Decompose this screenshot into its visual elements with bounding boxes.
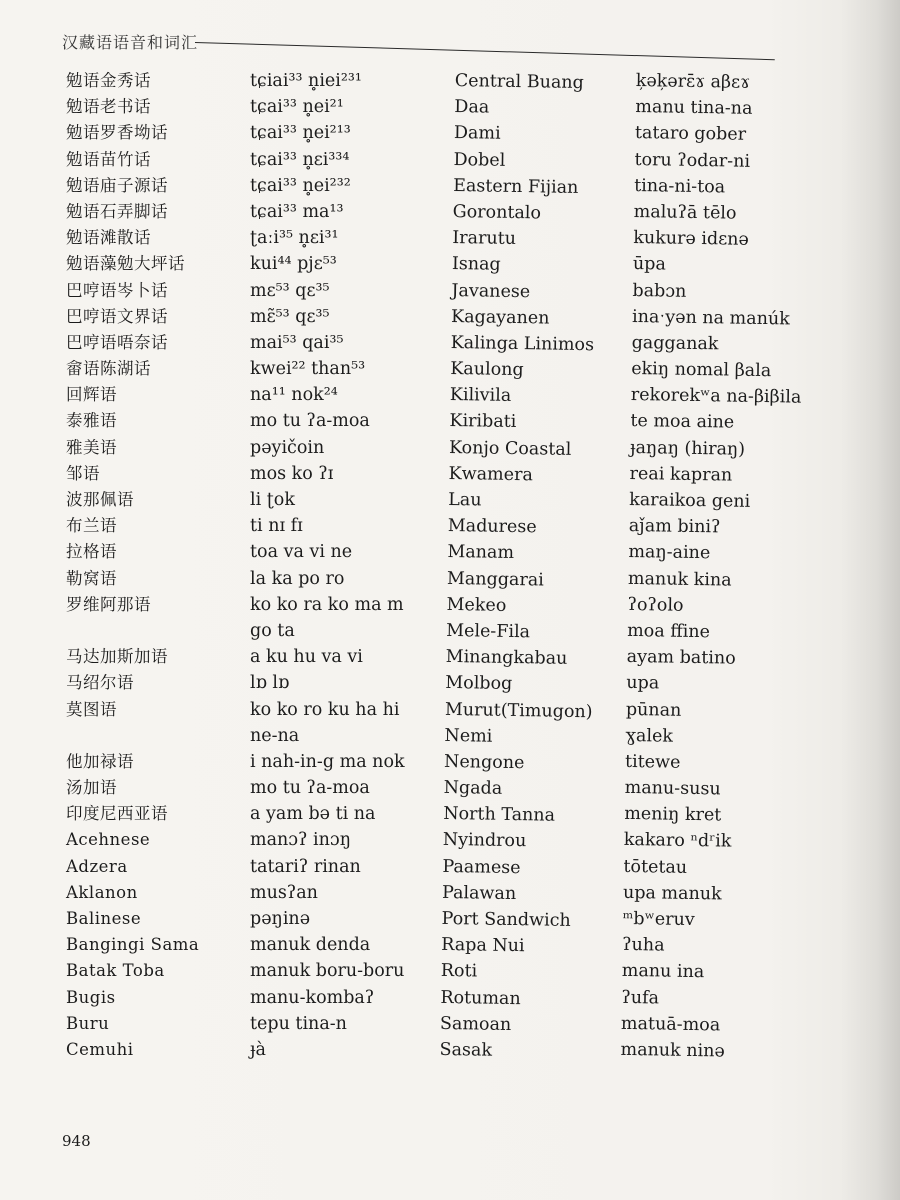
word-form: tɕai³³ n̥ei²¹ bbox=[250, 97, 344, 118]
language-name: 波那佩语 bbox=[66, 490, 134, 509]
left-language-column bbox=[66, 68, 199, 1063]
word-form: inaˑyən na manúk bbox=[631, 306, 790, 330]
language-name: 汤加语 bbox=[66, 778, 117, 798]
word-form: aǰam biniʔ bbox=[628, 516, 721, 538]
word-form: maŋ-aine bbox=[628, 542, 711, 564]
language-name: Kwamera bbox=[448, 463, 534, 486]
word-form: rekorekʷa na-βiβila bbox=[630, 385, 802, 408]
word-form: ne-na bbox=[250, 725, 300, 746]
language-name: 回辉语 bbox=[66, 385, 117, 405]
language-name: Lau bbox=[448, 489, 482, 511]
language-name: 勉语老书话 bbox=[66, 97, 151, 117]
word-form: upa bbox=[626, 673, 660, 694]
language-name: Mele-Fila bbox=[446, 620, 531, 643]
word-form: manu-kombaʔ bbox=[250, 987, 375, 1008]
language-name: 马达加斯加语 bbox=[66, 647, 168, 667]
language-name: 勉语罗香坳话 bbox=[66, 123, 168, 143]
word-form: go ta bbox=[250, 620, 295, 641]
word-form: tɕiai³³ n̥iei²³¹ bbox=[250, 71, 362, 91]
word-form: reai kapran bbox=[629, 463, 733, 486]
language-name: 印度尼西亚语 bbox=[66, 804, 168, 824]
word-form: ɟaŋaŋ (hiraŋ) bbox=[629, 437, 746, 460]
language-name: Paamese bbox=[442, 856, 521, 878]
word-form: titewe bbox=[624, 751, 681, 773]
word-form: ʔoʔolo bbox=[627, 594, 684, 616]
language-name: Acehnese bbox=[66, 830, 151, 850]
word-form: mɛ̃⁵³ qɛ³⁵ bbox=[250, 306, 330, 327]
word-form: pūnan bbox=[625, 699, 682, 721]
word-form: manu-susu bbox=[624, 777, 721, 800]
language-name: Molbog bbox=[445, 673, 513, 695]
language-name: Daa bbox=[454, 97, 490, 118]
language-name: 勉语苗竹话 bbox=[66, 149, 151, 169]
language-name: Kaulong bbox=[450, 359, 524, 381]
word-form: tɕai³³ n̥ei²³² bbox=[250, 175, 351, 196]
language-name: Manggarai bbox=[446, 568, 544, 591]
language-name: Bangingi Sama bbox=[66, 935, 200, 955]
language-name: 畲语陈湖话 bbox=[66, 359, 151, 379]
word-form: k̦ək̦ərɛ̄ɤ aβɛɤ bbox=[635, 70, 751, 93]
word-form: tepu tina-n bbox=[250, 1013, 347, 1034]
word-form: mo tu ʔa-moa bbox=[250, 411, 370, 432]
word-form: toa va vi ne bbox=[250, 542, 353, 563]
language-name: Rapa Nui bbox=[441, 935, 525, 957]
language-name: 莫图语 bbox=[66, 699, 117, 719]
language-name: Murut(Timugon) bbox=[444, 699, 593, 722]
language-name: Mekeo bbox=[446, 594, 507, 616]
language-name: 勉语藻勉大坪话 bbox=[66, 254, 185, 274]
language-name: 布兰语 bbox=[66, 516, 117, 536]
word-form: ʔufa bbox=[621, 987, 660, 1009]
language-name: Central Buang bbox=[454, 70, 584, 94]
language-name: 勉语庙子源话 bbox=[66, 175, 168, 195]
language-name: 巴哼语岑卜话 bbox=[66, 280, 168, 300]
language-name: 巴哼语唔奈话 bbox=[66, 332, 168, 352]
language-name: Dami bbox=[453, 123, 501, 145]
language-name: Kilivila bbox=[449, 385, 512, 407]
language-name: 雅美语 bbox=[66, 437, 117, 457]
word-form: mɛ⁵³ qɛ³⁵ bbox=[250, 280, 330, 301]
word-form: ɟà bbox=[250, 1039, 266, 1060]
word-form: manɔʔ inɔŋ bbox=[250, 830, 351, 851]
word-form: musʔan bbox=[250, 882, 318, 903]
language-name: Aklanon bbox=[66, 882, 138, 902]
page-number: 948 bbox=[62, 1132, 91, 1150]
word-form: mai⁵³ qai³⁵ bbox=[250, 332, 344, 353]
word-form: mo tu ʔa-moa bbox=[250, 778, 370, 799]
language-name: Adzera bbox=[66, 856, 128, 876]
word-form: meniŋ kret bbox=[624, 804, 722, 826]
word-form: la ka po ro bbox=[250, 568, 345, 589]
language-name: 拉格语 bbox=[66, 542, 117, 562]
left-form-column bbox=[250, 68, 405, 1063]
language-name: 勉语金秀话 bbox=[66, 71, 151, 90]
language-name: Nyindrou bbox=[442, 830, 527, 852]
word-form: tɕai³³ ma¹³ bbox=[250, 201, 344, 222]
right-language-column bbox=[439, 68, 602, 1065]
language-name: Samoan bbox=[439, 1013, 512, 1035]
word-form: ko ko ro ku ha hi bbox=[250, 699, 400, 720]
word-form: tatariʔ rinan bbox=[250, 856, 361, 877]
word-form: ti nɪ fɪ bbox=[250, 516, 303, 537]
word-form: karaikoa geni bbox=[629, 489, 751, 512]
word-form: li ʈok bbox=[250, 490, 295, 510]
language-name: Kiribati bbox=[449, 411, 517, 433]
word-form: pəŋinə bbox=[250, 909, 311, 929]
word-form: kwei²² than⁵³ bbox=[250, 359, 366, 380]
word-form: upa manuk bbox=[622, 882, 722, 905]
word-form: na¹¹ nok²⁴ bbox=[250, 385, 338, 406]
language-name: Batak Toba bbox=[66, 961, 165, 981]
language-name: 他加禄语 bbox=[66, 751, 134, 771]
word-form: ʔuha bbox=[622, 935, 665, 956]
running-header-title: 汉藏语语音和词汇 bbox=[62, 33, 199, 52]
language-name: Bugis bbox=[66, 987, 116, 1007]
language-name: Ngada bbox=[443, 777, 503, 799]
language-name: Nengone bbox=[443, 751, 525, 774]
word-form: matuā-moa bbox=[620, 1013, 721, 1036]
word-form: i nah-in-g ma nok bbox=[250, 751, 405, 772]
language-name: Minangkabau bbox=[445, 647, 568, 669]
language-name: 勒窝语 bbox=[66, 568, 117, 588]
language-name: Kagayanen bbox=[450, 306, 550, 329]
language-name: 泰雅语 bbox=[66, 411, 117, 431]
language-name: Buru bbox=[66, 1013, 110, 1033]
language-name bbox=[66, 723, 199, 749]
word-form: kukurə idɛnə bbox=[633, 228, 750, 250]
word-form: tina-ni-toa bbox=[633, 175, 726, 198]
word-form: tataro gober bbox=[634, 123, 747, 146]
header-rule bbox=[195, 42, 775, 60]
word-form: manu ina bbox=[621, 961, 705, 983]
word-form: lɒ lɒ bbox=[250, 673, 290, 694]
word-form: kui⁴⁴ pjɛ⁵³ bbox=[250, 254, 337, 275]
language-name: Palawan bbox=[441, 882, 517, 904]
right-form-column bbox=[620, 68, 806, 1066]
language-name: Cemuhi bbox=[66, 1039, 134, 1059]
language-name: 邹语 bbox=[66, 463, 100, 483]
word-form: tōtetau bbox=[623, 856, 688, 878]
language-name: Gorontalo bbox=[452, 201, 542, 224]
word-form: tɕai³³ n̥ei²¹³ bbox=[250, 123, 351, 144]
word-form: tɕai³³ n̥ɛi³³⁴ bbox=[250, 149, 350, 170]
language-name: Balinese bbox=[66, 909, 142, 928]
language-name: Irarutu bbox=[452, 228, 517, 250]
word-form: kakaro ⁿdʳik bbox=[623, 830, 732, 853]
word-form: ᵐbʷeruv bbox=[622, 908, 695, 931]
language-name: 巴哼语文界话 bbox=[66, 306, 168, 326]
word-form: ūpa bbox=[632, 254, 666, 275]
language-name: Isnag bbox=[451, 254, 501, 276]
language-name: Javanese bbox=[451, 280, 531, 302]
language-name: Kalinga Linimos bbox=[450, 332, 595, 356]
page-spine-shadow bbox=[840, 0, 900, 1200]
language-name: Konjo Coastal bbox=[448, 437, 572, 460]
word-form: ko ko ra ko ma m bbox=[250, 594, 404, 615]
word-form: manuk boru-boru bbox=[250, 961, 405, 982]
language-name: North Tanna bbox=[443, 804, 556, 826]
language-name: Port Sandwich bbox=[441, 908, 571, 931]
language-name: Dobel bbox=[453, 149, 506, 171]
language-name: 勉语滩散话 bbox=[66, 228, 151, 248]
word-form: manuk ninə bbox=[620, 1039, 725, 1062]
language-name: Sasak bbox=[439, 1039, 493, 1061]
word-form: te moa aine bbox=[630, 411, 735, 434]
language-name: 勉语石弄脚话 bbox=[66, 201, 168, 221]
word-form: ʈaːi³⁵ n̥ɛi³¹ bbox=[250, 228, 339, 249]
language-name: Eastern Fijian bbox=[452, 175, 579, 198]
word-form: moa ffine bbox=[627, 620, 711, 643]
word-form: a ku hu va vi bbox=[250, 647, 363, 668]
word-form: ekiŋ nomal βala bbox=[631, 359, 772, 382]
language-name: 罗维阿那语 bbox=[66, 594, 151, 614]
word-form: toru ʔodar-ni bbox=[634, 149, 751, 172]
word-form: manuk denda bbox=[250, 935, 371, 956]
language-name: 马绍尔语 bbox=[66, 673, 134, 693]
word-form: gagganak bbox=[631, 332, 719, 355]
word-form: mos ko ʔɪ bbox=[250, 463, 334, 484]
word-form: babɔn bbox=[632, 280, 687, 302]
word-form: ayam batino bbox=[626, 647, 736, 669]
language-name bbox=[66, 618, 199, 644]
language-name: Roti bbox=[440, 961, 478, 982]
word-form: manuk kina bbox=[627, 568, 732, 591]
language-name: Madurese bbox=[447, 516, 537, 538]
word-form: a yam bə ti na bbox=[250, 804, 376, 825]
word-form: ɣalek bbox=[625, 725, 674, 747]
word-form: maluʔā tēlo bbox=[633, 201, 737, 224]
language-name: Rotuman bbox=[440, 987, 521, 1009]
language-name: Manam bbox=[447, 542, 515, 564]
word-form: pəyičoin bbox=[250, 437, 325, 458]
word-form: manu tina-na bbox=[635, 97, 753, 120]
language-name: Nemi bbox=[444, 725, 493, 747]
